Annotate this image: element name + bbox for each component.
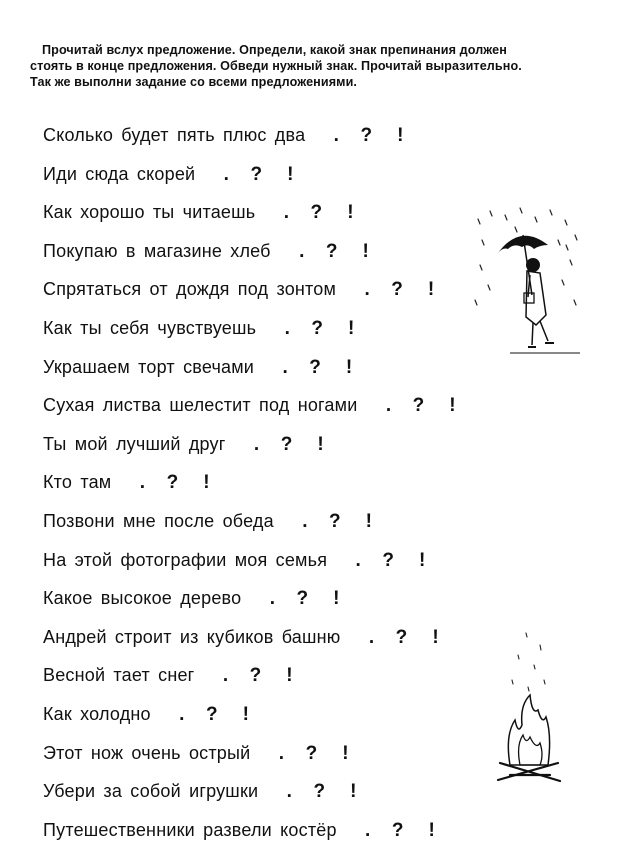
question-mark-option[interactable]: ? — [310, 202, 323, 224]
sentence-text: На этой фотографии моя семья — [43, 549, 328, 570]
question-mark-option[interactable]: ? — [329, 511, 341, 532]
sentence-text: Позвони мне после обеда — [43, 511, 274, 531]
sentence-row — [43, 122, 417, 148]
punctuation-choices — [358, 625, 452, 651]
punctuation-choices — [375, 393, 469, 419]
sentence-text: Кто там — [43, 472, 112, 493]
sentence-row — [43, 508, 386, 534]
sentence-row — [43, 199, 367, 225]
exclamation-mark-option[interactable]: ! — [432, 626, 439, 648]
sentence-text: Убери за собой игрушки — [43, 781, 259, 802]
period-option[interactable]: . — [385, 395, 392, 417]
exclamation-mark-option[interactable]: ! — [317, 433, 324, 455]
exclamation-mark-option[interactable]: ! — [345, 356, 353, 378]
sentence-text: Как холодно — [43, 704, 151, 724]
period-option[interactable]: . — [368, 626, 375, 648]
punctuation-choices — [289, 239, 383, 265]
punctuation-choices — [354, 277, 448, 303]
punctuation-choices — [169, 702, 263, 728]
question-mark-option[interactable]: ? — [249, 665, 262, 687]
period-option[interactable]: . — [253, 433, 260, 455]
question-mark-option[interactable]: ? — [325, 240, 338, 262]
sentence-row — [43, 740, 362, 766]
exclamation-mark-option[interactable]: ! — [242, 704, 249, 725]
question-mark-option[interactable]: ? — [395, 626, 408, 648]
exclamation-mark-option[interactable]: ! — [449, 395, 456, 417]
sentence-row — [43, 817, 449, 843]
period-option[interactable]: . — [355, 549, 361, 571]
question-mark-option[interactable]: ? — [360, 125, 373, 146]
sentence-text: Какое высокое дерево — [43, 588, 242, 609]
sentence-text: Этот нож очень острый — [43, 742, 251, 763]
sentence-row — [43, 778, 370, 804]
exclamation-mark-option[interactable]: ! — [286, 665, 293, 687]
punctuation-choices — [212, 663, 306, 689]
exclamation-mark-option[interactable]: ! — [348, 318, 355, 339]
period-option[interactable]: . — [284, 318, 290, 339]
period-option[interactable]: . — [364, 279, 370, 301]
period-option[interactable]: . — [302, 511, 308, 532]
instruction-line: Прочитай вслух предложение. Определи, какой знак препинания должен — [42, 43, 507, 57]
punctuation-choices — [355, 818, 449, 844]
sentence-row — [43, 701, 263, 727]
question-mark-option[interactable]: ? — [305, 742, 318, 764]
question-mark-option[interactable]: ? — [391, 279, 403, 301]
sentence-text: Как хорошо ты читаешь — [43, 202, 256, 223]
question-mark-option[interactable]: ? — [313, 781, 326, 803]
sentence-row — [43, 662, 306, 688]
question-mark-option[interactable]: ? — [205, 704, 218, 725]
question-mark-option[interactable]: ? — [311, 318, 323, 339]
question-mark-option[interactable]: ? — [166, 472, 179, 494]
period-option[interactable]: . — [179, 704, 185, 725]
question-mark-option[interactable]: ? — [280, 433, 293, 455]
exclamation-mark-option[interactable]: ! — [362, 240, 369, 262]
sentence-row — [43, 392, 469, 418]
punctuation-choices — [272, 355, 366, 381]
sentence-text: Украшаем торт свечами — [43, 356, 255, 377]
sentence-text: Андрей строит из кубиков башню — [43, 626, 341, 647]
punctuation-choices — [345, 548, 439, 574]
question-mark-option[interactable]: ? — [250, 163, 263, 185]
exclamation-mark-option[interactable]: ! — [428, 819, 435, 841]
exclamation-mark-option[interactable]: ! — [287, 163, 294, 185]
period-option[interactable]: . — [283, 202, 289, 224]
punctuation-choices — [292, 509, 386, 535]
period-option[interactable]: . — [365, 819, 371, 841]
umbrella-person-illustration — [470, 205, 585, 365]
punctuation-choices — [276, 779, 370, 805]
instruction-line: стоять в конце предложения. Обведи нужный знак. Прочитай выразительно. — [30, 59, 522, 73]
question-mark-option[interactable]: ? — [382, 549, 394, 571]
instruction-line: Так же выполни задание со всеми предложениями. — [30, 75, 358, 89]
sentence-row — [43, 547, 439, 573]
campfire-illustration — [490, 625, 570, 795]
period-option[interactable]: . — [282, 356, 288, 378]
sentence-text: Сухая листва шелестит под ногами — [43, 395, 358, 416]
sentence-text: Покупаю в магазине хлеб — [43, 240, 271, 261]
sentence-text: Путешественники развели костёр — [43, 819, 337, 840]
punctuation-choices — [323, 123, 417, 149]
exclamation-mark-option[interactable]: ! — [203, 472, 210, 494]
period-option[interactable]: . — [223, 163, 229, 185]
punctuation-choices — [268, 741, 362, 767]
exclamation-mark-option[interactable]: ! — [350, 781, 357, 803]
exclamation-mark-option[interactable]: ! — [342, 742, 349, 764]
sentence-row — [43, 624, 452, 650]
period-option[interactable]: . — [269, 588, 275, 610]
period-option[interactable]: . — [139, 472, 146, 494]
exclamation-mark-option[interactable]: ! — [365, 511, 372, 532]
sentence-row — [43, 238, 383, 264]
sentence-text: Как ты себя чувствуешь — [43, 318, 257, 338]
question-mark-option[interactable]: ? — [309, 356, 321, 378]
question-mark-option[interactable]: ? — [391, 819, 404, 841]
exclamation-mark-option[interactable]: ! — [397, 125, 404, 146]
sentence-text: Весной тает снег — [43, 665, 195, 686]
instructions — [30, 42, 610, 90]
exclamation-mark-option[interactable]: ! — [418, 549, 426, 571]
punctuation-choices — [273, 200, 367, 226]
question-mark-option[interactable]: ? — [412, 395, 425, 417]
period-option[interactable]: . — [299, 240, 305, 262]
period-option[interactable]: . — [286, 781, 292, 803]
sentence-text: Иди сюда скорей — [43, 163, 196, 184]
punctuation-choices — [274, 316, 368, 342]
period-option[interactable]: . — [222, 665, 229, 687]
period-option[interactable]: . — [278, 742, 285, 764]
punctuation-choices — [129, 470, 223, 496]
exclamation-mark-option[interactable]: ! — [333, 588, 340, 610]
sentence-text: Ты мой лучший друг — [43, 433, 226, 454]
punctuation-choices — [259, 586, 353, 612]
sentence-text: Спрятаться от дождя под зонтом — [43, 279, 337, 300]
sentence-row — [43, 276, 448, 302]
sentence-row — [43, 431, 338, 457]
sentence-text: Сколько будет пять плюс два — [43, 125, 306, 145]
sentence-row — [43, 315, 368, 341]
sentence-row — [43, 469, 223, 495]
period-option[interactable]: . — [333, 125, 339, 146]
sentence-row — [43, 161, 307, 187]
question-mark-option[interactable]: ? — [296, 588, 309, 610]
sentence-row — [43, 354, 366, 380]
sentence-row — [43, 585, 353, 611]
punctuation-choices — [244, 432, 338, 458]
punctuation-choices — [213, 162, 307, 188]
exclamation-mark-option[interactable]: ! — [347, 202, 354, 224]
exclamation-mark-option[interactable]: ! — [427, 279, 435, 301]
